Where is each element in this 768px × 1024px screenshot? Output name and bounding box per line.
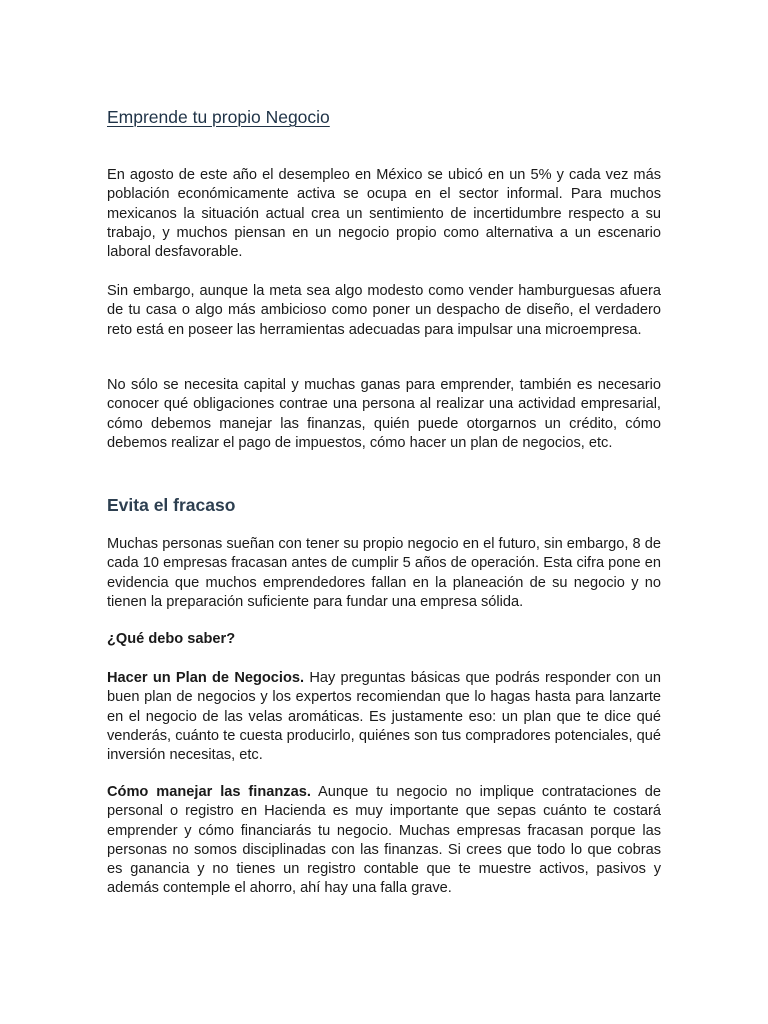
- plan-negocios-lead: Hacer un Plan de Negocios.: [107, 670, 305, 686]
- plan-negocios-paragraph: [107, 669, 661, 765]
- section-paragraph: Muchas personas sueñan con tener su propio negocio en el futuro, sin embargo, 8 de cada 10 empresas fracasan antes de cumplir 5 años de operación. Esta cifra pone en evidencia que muchos emprendedores fallan en la planeación de su negocio y no tienen la preparación suficiente para fundar una empresa sólida.: [107, 536, 661, 610]
- finanzas-lead: Cómo manejar las finanzas.: [107, 784, 311, 800]
- finanzas-paragraph: [107, 783, 661, 899]
- plan-negocios-text: Hay preguntas básicas que podrás responder con un buen plan de negocios y los expertos recomiendan que lo hagas hasta para lanzarte en el negocio de las velas aromáticas. Es justamente eso: un plan que te dice qué venderás, cuánto te cuesta producirlo, quiénes son tus compradores potenciales, qué inversión necesitas, etc.: [107, 670, 661, 764]
- document-title: Emprende tu propio Negocio: [107, 107, 330, 127]
- intro-paragraph-1: En agosto de este año el desempleo en México se ubicó en un 5% y cada vez más población económicamente activa se ocupa en el sector informal. Para muchos mexicanos la situación actual crea un sentimiento de incertidumbre respecto a su trabajo, y muchos piensan en un negocio propio como alternativa a un escenario laboral desfavorable.: [107, 167, 661, 261]
- section-question: ¿Qué debo saber?: [107, 631, 236, 647]
- section-heading: Evita el fracaso: [107, 495, 236, 515]
- intro-paragraph-3: No sólo se necesita capital y muchas ganas para emprender, también es necesario conocer qué obligaciones contrae una persona al realizar una actividad empresarial, cómo debemos manejar las finanzas, quién puede otorgarnos un crédito, cómo debemos realizar el pago de impuestos, cómo hacer un plan de negocios, etc.: [107, 377, 661, 451]
- intro-paragraph-2: Sin embargo, aunque la meta sea algo modesto como vender hamburguesas afuera de tu casa o algo más ambicioso como poner un despacho de diseño, el verdadero reto está en poseer las herramientas adecuadas para impulsar una microempresa.: [107, 283, 661, 338]
- finanzas-text: Aunque tu negocio no implique contrataciones de personal o registro en Hacienda es muy importante que sepas cuánto te costará emprender y cómo financiarás tu negocio. Muchas empresas fracasan porque las personas no somos disciplinadas con las finanzas. Si crees que todo lo que cobras es ganancia y no tienes un registro contable que te muestre activos, pasivos y además contemple el ahorro, ahí hay una falla grave.: [107, 784, 661, 897]
